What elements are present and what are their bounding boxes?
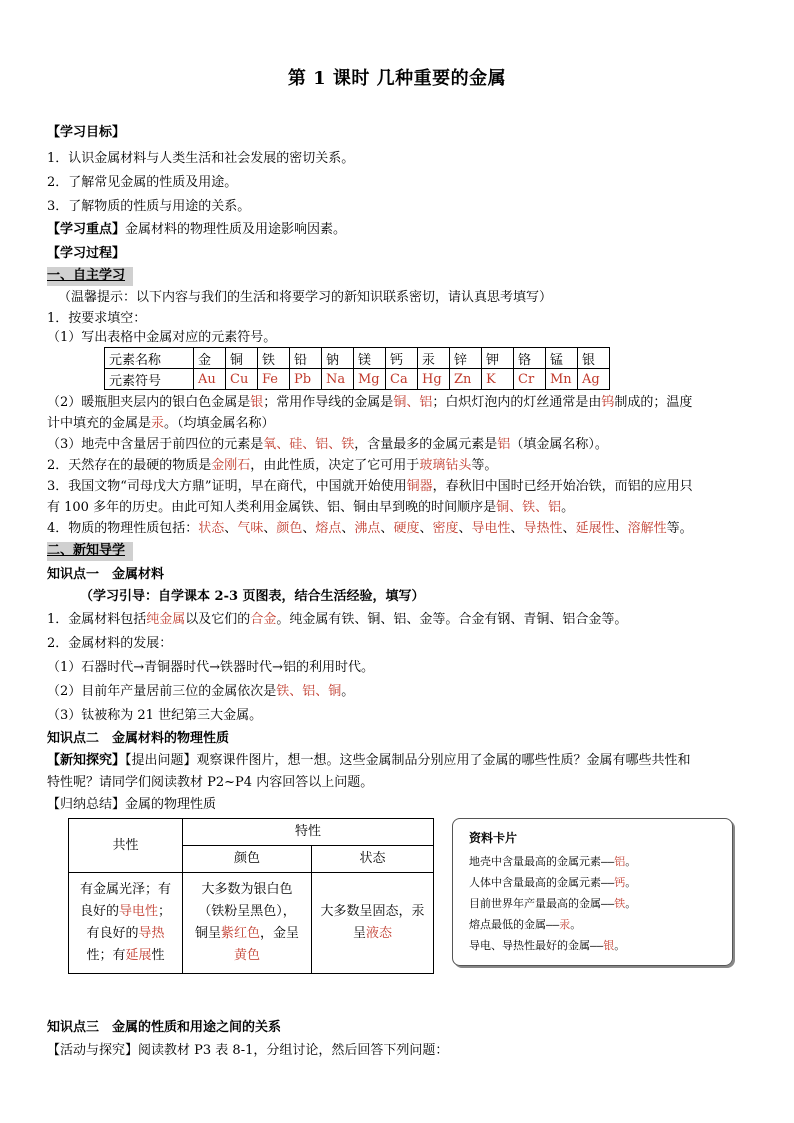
answer: 硬度 (393, 521, 420, 536)
answer: 液态 (366, 926, 393, 941)
answer: 黄色 (233, 948, 260, 963)
k1-line1 (47, 611, 627, 629)
separator: 、 (224, 521, 238, 536)
element-symbol-cell: Pb (290, 369, 322, 390)
k2-explore-line2: 特性呢？请同学们阅读教材 P2~P4 内容回答以上问题。 (47, 775, 374, 790)
card-text: 目前世界年产量最高的金属—— (469, 897, 615, 910)
element-symbol-cell: Ag (578, 369, 610, 390)
card-text: 熔点最低的金属—— (469, 918, 560, 931)
k3-title: 知识点三 金属的性质和用途之间的关系 (47, 1020, 282, 1035)
q2-text: ；白炽灯泡内的灯丝通常是由 (432, 395, 602, 410)
answer: 沸点 (354, 521, 381, 536)
info-card-line (469, 916, 581, 932)
answer: 铜、铝 (393, 395, 433, 410)
answer: 延展性 (575, 521, 615, 536)
answer: 导电性 (471, 521, 511, 536)
separator: 、 (302, 521, 316, 536)
cell-text: 大多数呈固态，汞 (320, 904, 425, 919)
q3-line (47, 436, 608, 454)
element-name-cell: 金 (194, 348, 226, 369)
item1-text: 1．按要求填空： (47, 311, 147, 326)
card-text: 。 (570, 918, 582, 931)
activity-text: 阅读教材 P3 表 8-1，分组讨论，然后回答下列问题： (138, 1043, 449, 1058)
separator: 、 (614, 521, 628, 536)
k1-line3: （1）石器时代→青铜器时代→铁器时代→铝的利用时代。 (47, 660, 374, 675)
q2-line2 (47, 415, 275, 433)
cell-text: 有良好的 (86, 926, 139, 941)
separator: 、 (562, 521, 576, 536)
answer: 银 (603, 939, 615, 952)
element-name-cell: 铁 (258, 348, 290, 369)
q3-text: （填金属名称）。 (510, 437, 608, 452)
answer: 颜色 (276, 521, 303, 536)
section1-heading: 一、自主学习 (47, 268, 126, 283)
item2-text: ，由此性质，决定了它可用于 (250, 458, 420, 473)
element-name-cell: 锰 (546, 348, 578, 369)
q3-text: ，含量最多的金属元素是 (354, 437, 498, 452)
info-card (452, 818, 733, 966)
header-state: 状态 (312, 846, 434, 873)
answer: 熔点 (315, 521, 342, 536)
answer: 铝 (497, 437, 511, 452)
item3-text: 3．我国文物“司母戊大方鼎”证明，早在商代，中国就开始使用 (47, 479, 407, 494)
item4-text: 4．物质的物理性质包括： (47, 521, 199, 536)
goals-heading: 【学习目标】 (47, 125, 126, 140)
cell-text: 性；有 (86, 948, 126, 963)
cell-text: ； (158, 904, 172, 919)
element-name-cell: 镁 (354, 348, 386, 369)
element-name-row (105, 348, 610, 369)
k1-line4 (47, 683, 354, 701)
answer: 导热性 (523, 521, 563, 536)
element-name-cell: 铜 (226, 348, 258, 369)
cell-text: 有金属光泽；有 (79, 882, 171, 897)
common-property-cell (69, 873, 183, 974)
activity-label: 【活动与探究】 (47, 1043, 139, 1058)
card-text: 人体中含量最高的金属元素—— (469, 876, 615, 889)
row-label: 元素名称 (105, 348, 194, 369)
k2-explore-line (47, 752, 691, 770)
answer: 铁、铝、铜 (276, 684, 342, 699)
card-text: 。 (625, 876, 637, 889)
q2-text: （2）暖瓶胆夹层内的银白色金属是 (47, 395, 251, 410)
item3-line1 (47, 478, 693, 496)
element-name-cell: 钙 (386, 348, 418, 369)
process-heading: 【学习过程】 (47, 246, 126, 261)
item3-text: 有 100 多年的历史。由此可知人类利用金属铁、铝、铜由早到晚的时间顺序是 (47, 500, 497, 515)
cell-text: 大多数为银白色 (201, 882, 293, 897)
card-text: 。 (625, 855, 637, 868)
k1-text: （2）目前年产量居前三位的金属依次是 (47, 684, 277, 699)
info-card-line (469, 937, 625, 953)
element-name-cell: 银 (578, 348, 610, 369)
card-text: 导电、导热性最好的金属—— (469, 939, 604, 952)
separator: 、 (380, 521, 394, 536)
info-card-line (469, 895, 636, 911)
separator: 、 (458, 521, 472, 536)
explore-text: 观察课件图片，想一想。这些金属制品分别应用了金属的哪些性质？金属有哪些共性和 (196, 753, 691, 768)
element-symbol-cell: Mg (354, 369, 386, 390)
card-text: 。 (614, 939, 626, 952)
item3-line2 (47, 499, 574, 517)
goal-item: 3．了解物质的性质与用途的关系。 (47, 199, 251, 214)
item2-line (47, 457, 497, 475)
focus-label: 【学习重点】 (47, 222, 126, 237)
answer: 金刚石 (211, 458, 251, 473)
k1-line2: 2．金属材料的发展： (47, 636, 173, 651)
element-name-cell: 钠 (322, 348, 354, 369)
k1-text: 以及它们的 (185, 612, 251, 627)
k3-activity-line (47, 1042, 448, 1060)
answer: 铁 (614, 897, 626, 910)
summary-text: 金属的物理性质 (125, 797, 217, 812)
item2-text: 2．天然存在的最硬的物质是 (47, 458, 212, 473)
answer: 铜、铁、铝 (496, 500, 562, 515)
element-name-cell: 锌 (450, 348, 482, 369)
k1-text: 1．金属材料包括 (47, 612, 147, 627)
answer: 钙 (614, 876, 626, 889)
answer: 汞 (559, 918, 571, 931)
q1-text: （1）写出表格中金属对应的元素符号。 (47, 330, 277, 345)
metal-property-table (68, 818, 434, 974)
separator: 、 (263, 521, 277, 536)
q2-text: ；常用作导线的金属是 (263, 395, 394, 410)
element-symbol-cell: Hg (418, 369, 450, 390)
page-title: 第 1 课时 几种重要的金属 (287, 68, 507, 89)
element-name-cell: 钾 (482, 348, 514, 369)
color-property-cell (183, 873, 312, 974)
element-table (104, 347, 610, 390)
header-common: 共性 (69, 819, 183, 873)
k1-text: 。纯金属有铁、铜、铝、金等。合金有钢、青铜、铝合金等。 (276, 612, 628, 627)
q3-text: （3）地壳中含量居于前四位的元素是 (47, 437, 264, 452)
summary-label: 【归纳总结】 (47, 797, 126, 812)
goal-item: 1．认识金属材料与人类生活和社会发展的密切关系。 (47, 151, 355, 166)
cell-text: 良好的 (79, 904, 119, 919)
answer: 银 (250, 395, 264, 410)
answer: 钨 (601, 395, 615, 410)
goal-item: 2．了解常见金属的性质及用途。 (47, 175, 238, 190)
element-name-cell: 铅 (290, 348, 322, 369)
answer: 延展 (125, 948, 152, 963)
cell-text: 呈 (352, 926, 366, 941)
q2-text: 制成的；温度 (614, 395, 693, 410)
element-symbol-cell: Zn (450, 369, 482, 390)
explore-label: 【新知探究】 (47, 753, 126, 768)
info-card-line (469, 853, 636, 869)
element-symbol-cell: Mn (546, 369, 578, 390)
element-symbol-cell: Na (322, 369, 354, 390)
cell-text: 铜呈 (194, 926, 221, 941)
element-name-cell: 汞 (418, 348, 450, 369)
q2-text: 计中填充的金属是 (47, 416, 152, 431)
q2-text: 。（均填金属名称） (164, 416, 275, 431)
answer: 气味 (237, 521, 264, 536)
section2-heading: 二、新知导学 (47, 543, 126, 558)
element-symbol-cell: K (482, 369, 514, 390)
k1-guide: （学习引导：自学课本 2-3 页图表，结合生活经验，填写） (80, 589, 425, 604)
explore-question-label: 【提出问题】 (125, 753, 197, 768)
answer: 导电性 (118, 904, 158, 919)
separator: 、 (510, 521, 524, 536)
element-symbol-cell: Ca (386, 369, 418, 390)
answer: 溶解性 (627, 521, 667, 536)
answer: 合金 (250, 612, 277, 627)
k1-title: 知识点一 金属材料 (47, 567, 165, 582)
separator: 、 (419, 521, 433, 536)
cell-text: 性 (151, 948, 165, 963)
answer: 状态 (198, 521, 225, 536)
separator: 、 (341, 521, 355, 536)
row-label: 元素符号 (105, 369, 194, 390)
answer: 紫红色 (220, 926, 260, 941)
k1-line5: （3）钛被称为 21 世纪第三大金属。 (47, 708, 263, 723)
answer: 导热 (138, 926, 165, 941)
answer: 氧、硅、铝、铁 (263, 437, 355, 452)
item4-text: 等。 (666, 521, 693, 536)
focus-line (47, 221, 346, 239)
element-symbol-cell: Cu (226, 369, 258, 390)
cell-text: ，金呈 (260, 926, 300, 941)
answer: 密度 (432, 521, 459, 536)
answer: 铝 (614, 855, 626, 868)
cell-text: （铁粉呈黑色）， (198, 904, 296, 919)
card-text: 地壳中含量最高的金属元素—— (469, 855, 615, 868)
element-symbol-row (105, 369, 610, 390)
k2-title: 知识点二 金属材料的物理性质 (47, 731, 230, 746)
element-name-cell: 铬 (514, 348, 546, 369)
element-symbol-cell: Cr (514, 369, 546, 390)
item3-text: ，春秋旧中国时已经开始冶铁，而铝的应用只 (432, 479, 693, 494)
tip-text: （温馨提示：以下内容与我们的生活和将要学习的新知识联系密切，请认真思考填写） (58, 290, 553, 305)
answer: 玻璃钻头 (419, 458, 472, 473)
item3-text: 。 (561, 500, 575, 515)
element-symbol-cell: Au (194, 369, 226, 390)
k2-summary-line (47, 796, 216, 814)
info-card-line (469, 874, 636, 890)
q2-line1 (47, 394, 692, 412)
header-special: 特性 (183, 819, 434, 846)
answer: 汞 (151, 416, 165, 431)
item4-line (47, 520, 693, 538)
element-symbol-cell: Fe (258, 369, 290, 390)
answer: 纯金属 (146, 612, 186, 627)
header-color: 颜色 (183, 846, 312, 873)
state-property-cell (312, 873, 434, 974)
card-text: 。 (625, 897, 637, 910)
focus-text: 金属材料的物理性质及用途影响因素。 (125, 222, 347, 237)
info-card-title: 资料卡片 (469, 831, 518, 845)
item2-text: 等。 (471, 458, 498, 473)
answer: 铜器 (406, 479, 433, 494)
k1-text: 。 (341, 684, 355, 699)
